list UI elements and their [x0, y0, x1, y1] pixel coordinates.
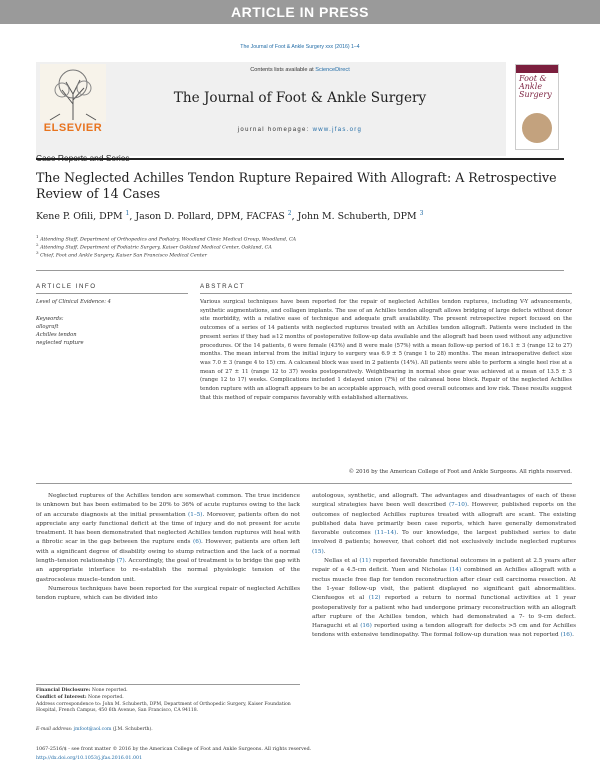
issn-front-matter: 1067-2516/$ - see front matter © 2016 by the American College of Foot and Ankle Surgeons. All rights reserved. [36, 747, 312, 752]
reference-link[interactable]: (15) [312, 548, 324, 555]
footnote-text: None reported. [90, 688, 128, 693]
conflict-of-interest [36, 695, 300, 701]
body-paragraph: Numerous techniques have been reported for the surgical repair of neglected Achilles tendon rupture, which can be divided into [36, 585, 300, 602]
reference-link[interactable]: (11) [359, 558, 371, 565]
reference-link[interactable]: (1–5) [188, 511, 203, 518]
body-text: reported favorable functional outcomes in a patient at 2.5 years after repair of a 4.5-cm deficit. Yuen and Nicholas [312, 558, 577, 574]
body-text: . [323, 548, 326, 555]
cover-band [516, 65, 558, 73]
footnote-text: (J.M. Schuberth). [111, 727, 153, 732]
body-text: . [572, 632, 574, 639]
journal-homepage [110, 127, 490, 133]
financial-disclosure [36, 688, 300, 694]
affiliation-text: Chief, Foot and Ankle Surgery, Kaiser San Francisco Medical Center [40, 253, 207, 259]
keywords-label: Keywords: [36, 316, 64, 322]
elsevier-wordmark: ELSEVIER [43, 122, 103, 134]
body-text: . However, published reports on the outcomes of neglected Achilles ruptures treated with allograft are scant. The existing published data have primarily been case reports, which have generally demonstrated favorable outcomes [312, 502, 576, 537]
contents-prefix: Contents lists available at [250, 67, 316, 73]
body-column-left [36, 492, 300, 604]
body-text: . Moreover, patients often do not appreciate any early functional deficit at the time of injury and do not present for acute treatment. It has been demonstrated that neglected Achilles tendon ruptures will heal with a fibrotic scar in the gap between the rupture ends [36, 511, 300, 546]
homepage-prefix: journal homepage: [237, 127, 313, 133]
reference-link[interactable]: (6) [192, 539, 202, 546]
keyword: allograft [36, 324, 59, 330]
reference-link[interactable]: (16) [560, 632, 573, 639]
affiliation-text: Attending Staff, Department of Orthopedics and Podiatry, Woodland Clinic Medical Group, Woodland, CA [40, 237, 297, 243]
affiliation-divider [36, 270, 564, 271]
contents-available [110, 67, 490, 73]
abstract-text: Various surgical techniques have been reported for the repair of neglected Achilles tendon ruptures, including V-Y advancements, synthetic augmentations, and collagen implants. The use of an Achilles tendon allograft allows bridging of large defects without donor site morbidity, with a relative ease of technique and adequate graft availability. The present retrospective report focused on the outcomes of a series of 14 patients with neglected ruptures treated with an Achilles tendon allograft. Patients were included in the present series if they had ≥12 months of postoperative follow-up data available and the allograft had been used without any adjunctive procedures. Of the 14 patients, 6 were female (43%) and 8 were male (57%) with a mean follow-up period of 16.1 ± 3 (range 12 to 27) months. The mean interval from the initial injury to surgery was 6.9 ± 5 (range 1 to 28) months. The mean intraoperative defect size was 7.0 ± 3 (range 4 to 15) cm. A calcaneal block was used in 2 patients (14%). All patients were able to perform a single heel rise at a mean of 27 ± 11 (range 12 to 37) weeks postoperatively. Weightbearing in normal shoe gear was achieved at a mean of 13.5 ± 3 (range 12 to 17) weeks. Complications included 1 delayed union (7%) of the calcaneal bone block. Repair of the neglected Achilles tendon rupture with an allograft appears to be an acceptable approach, with good overall outcomes and low risk. These results suggest that this method of repair compares favorably with established alternatives. [200, 299, 572, 401]
sciencedirect-link[interactable]: ScienceDirect [315, 67, 350, 73]
body-paragraph [312, 557, 576, 641]
body-text: . However, patients are often left with a significant degree of disability owing to stump retraction and the lack of a normal length–tension relationship [36, 539, 300, 565]
author-name[interactable]: John M. Schuberth, DPM [297, 211, 417, 223]
header-divider [36, 158, 564, 160]
body-paragraph [312, 492, 576, 557]
abstract-bottom-divider [36, 483, 572, 484]
journal-cover-thumbnail [515, 64, 559, 150]
affiliation-marker: 2 [36, 242, 39, 247]
reference-link[interactable]: (11–14) [374, 530, 397, 537]
author-affiliation-marker[interactable]: 3 [419, 210, 424, 217]
email-link[interactable]: jmfoot@aol.com [73, 727, 112, 732]
doi-link[interactable]: http://dx.doi.org/10.1053/j.jfas.2016.01.001 [36, 756, 143, 761]
author-list: Kene P. Ofili, DPM $^1$, Jason D. Pollard, DPM, FACFAS $^2$, John M. Schuberth, DPM $^3$ [36, 210, 424, 223]
footnote-label: E-mail address: [36, 727, 74, 732]
email-address [36, 727, 300, 733]
reference-link[interactable]: (7) [116, 558, 125, 565]
author-affiliation-marker[interactable]: 2 [287, 210, 292, 217]
reference-link[interactable]: (16) [360, 623, 372, 630]
article-title: The Neglected Achilles Tendon Rupture Repaired With Allograft: A Retrospective Review of 14 Cases [36, 170, 557, 201]
affiliation [36, 250, 564, 259]
body-paragraph [36, 492, 300, 585]
body-text: combined an Achilles allograft with a rectus muscle free flap for tendon reconstruction after clear cell carcinoma resection. At the 1-year follow-up visit, the patient displayed no significant gait abnormalities. Cienfuegos et al [312, 567, 576, 602]
body-text: reported using a tendon allograft for defects >5 cm and for Achilles tendons with extensive tendinopathy. The formal follow-up duration was not reported [312, 623, 577, 639]
affiliation-marker: 1 [36, 234, 39, 239]
reference-link[interactable]: (12) [368, 595, 381, 602]
author-name[interactable]: Kene P. Ofili, DPM [36, 211, 123, 223]
body-text: . To our knowledge, the largest published series to date involved 8 patients; however, that cohort did not exclusively include neglected ruptures [312, 530, 576, 546]
author-name[interactable]: Jason D. Pollard, DPM, FACFAS [135, 211, 285, 223]
cover-foot-image-icon [522, 113, 552, 143]
article-in-press-banner: ARTICLE IN PRESS [0, 0, 600, 24]
article-info-divider [36, 293, 188, 294]
copyright-notice: © 2016 by the American College of Foot and Ankle Surgeons. All rights reserved. [348, 469, 572, 475]
reference-link[interactable]: (7–10) [448, 502, 468, 509]
article-info-heading: ARTICLE INFO [36, 283, 97, 290]
body-text: reported a return to normal functional activities at 1 year postoperatively for a patient who had undergone primary reconstruction with an allograft after rupture of the Achilles tendon, which had demonstrated a 7- to 9-cm defect. Haraguchi et al [312, 595, 576, 630]
body-text: Neglected ruptures of the Achilles tendon are somewhat common. The true incidence is unknown but has been estimated to be 20% to 36% of acute ruptures owing to the lack of an accurate diagnosis at the initial presentation [36, 493, 300, 518]
journal-header-box [36, 62, 506, 156]
affiliation-marker: 3 [36, 250, 39, 255]
body-text: autologous, synthetic, and allograft. The advantages and disadvantages of each of these surgical strategies have been well described [312, 493, 576, 509]
cover-title: Foot & Ankle Surgery [519, 74, 552, 99]
keyword: Achilles tendon [36, 332, 77, 338]
homepage-link[interactable]: www.jfas.org [312, 127, 363, 133]
body-text: . Accordingly, the goal of treatment is to bridge the gap with an appropriate interface to re-establish the normal physiologic tension of the gastrocsoleus muscle–tendon unit. [36, 558, 300, 583]
footnote-text: None reported. [86, 695, 124, 700]
keyword: neglected rupture [36, 340, 84, 346]
level-of-evidence: Level of Clinical Evidence: 4 [36, 299, 111, 305]
footnote-divider [36, 684, 300, 685]
reference-link[interactable]: (14) [449, 567, 462, 574]
author-affiliation-marker[interactable]: 1 [125, 210, 130, 217]
journal-name: The Journal of Foot & Ankle Surgery [173, 90, 427, 106]
correspondence-address: Address correspondence to: John M. Schuberth, DPM, Department of Orthopedic Surgery, Kaiser Foundation Hospital, French Campus, 450 6th Avenue, San Francisco, CA 94118. [36, 702, 291, 714]
footnote-label: Conflict of Interest: [36, 695, 87, 700]
abstract-divider [200, 293, 572, 294]
abstract-heading: ABSTRACT [200, 283, 246, 290]
journal-citation[interactable]: The Journal of Foot & Ankle Surgery xxx (2016) 1–4 [240, 44, 360, 50]
body-column-right [312, 492, 576, 641]
footnote-label: Financial Disclosure: [36, 688, 91, 693]
body-text: Nellas et al [324, 558, 360, 565]
affiliation-text: Attending Staff, Department of Podiatric Surgery, Kaiser Oakland Medical Center, Oakland, CA [40, 245, 272, 251]
